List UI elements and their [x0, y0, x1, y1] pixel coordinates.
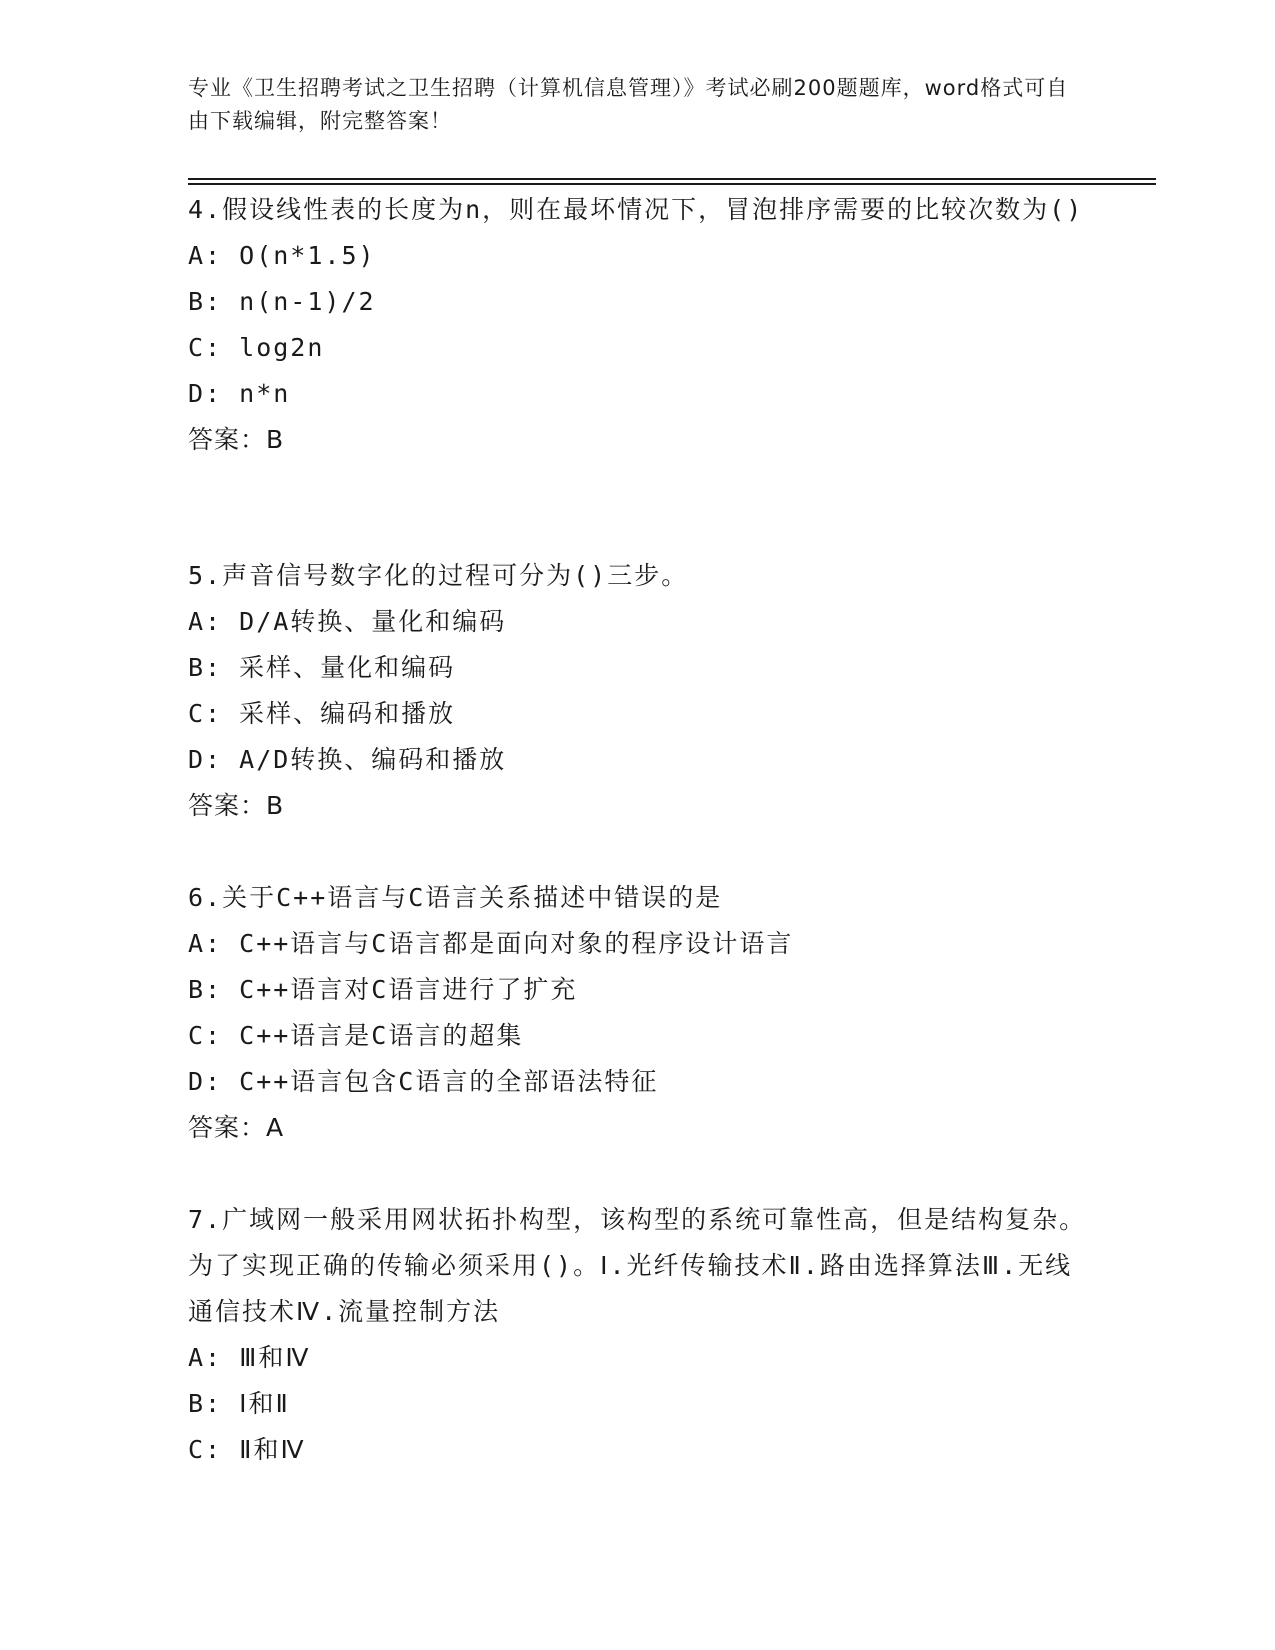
document-title: 专业《卫生招聘考试之卫生招聘（计算机信息管理）》考试必刷200题题库，word格式可自由下载编辑，附完整答案！ — [188, 76, 1069, 133]
title-divider-top — [188, 178, 1156, 180]
option-a: A: C++语言与C语言都是面向对象的程序设计语言 — [188, 929, 794, 958]
title-divider-bottom — [188, 183, 1156, 185]
answer-label: 答案：B — [188, 791, 285, 820]
answer-label: 答案：A — [188, 1113, 285, 1142]
question-4 — [188, 187, 1088, 463]
option-a: A: O(n*1.5) — [188, 241, 376, 270]
option-d: D: n*n — [188, 379, 291, 408]
option-c: C: C++语言是C语言的超集 — [188, 1021, 524, 1050]
option-b: B: Ⅰ和Ⅱ — [188, 1389, 290, 1418]
question-7 — [188, 1197, 1088, 1473]
option-c: C: log2n — [188, 333, 325, 362]
option-a: A: D/A转换、量化和编码 — [188, 607, 507, 636]
question-stem: 4.假设线性表的长度为n，则在最坏情况下，冒泡排序需要的比较次数为() — [188, 195, 1084, 224]
question-stem: 6.关于C++语言与C语言关系描述中错误的是 — [188, 883, 723, 912]
option-c: C: 采样、编码和播放 — [188, 699, 456, 728]
option-a: A: Ⅲ和Ⅳ — [188, 1343, 311, 1372]
option-b: B: 采样、量化和编码 — [188, 653, 456, 682]
question-5 — [188, 553, 1088, 829]
option-d: D: C++语言包含C语言的全部语法特征 — [188, 1067, 659, 1096]
option-b: B: n(n-1)/2 — [188, 287, 376, 316]
question-stem: 5.声音信号数字化的过程可分为()三步。 — [188, 561, 689, 590]
question-6 — [188, 875, 1088, 1151]
option-b: B: C++语言对C语言进行了扩充 — [188, 975, 578, 1004]
option-c: C: Ⅱ和Ⅳ — [188, 1435, 306, 1464]
question-stem: 7.广域网一般采用网状拓扑构型，该构型的系统可靠性高，但是结构复杂。为了实现正确的传输必须采用()。Ⅰ.光纤传输技术Ⅱ.路由选择算法Ⅲ.无线通信技术Ⅳ.流量控制方法 — [188, 1205, 1087, 1326]
option-d: D: A/D转换、编码和播放 — [188, 745, 507, 774]
answer-label: 答案：B — [188, 425, 285, 454]
